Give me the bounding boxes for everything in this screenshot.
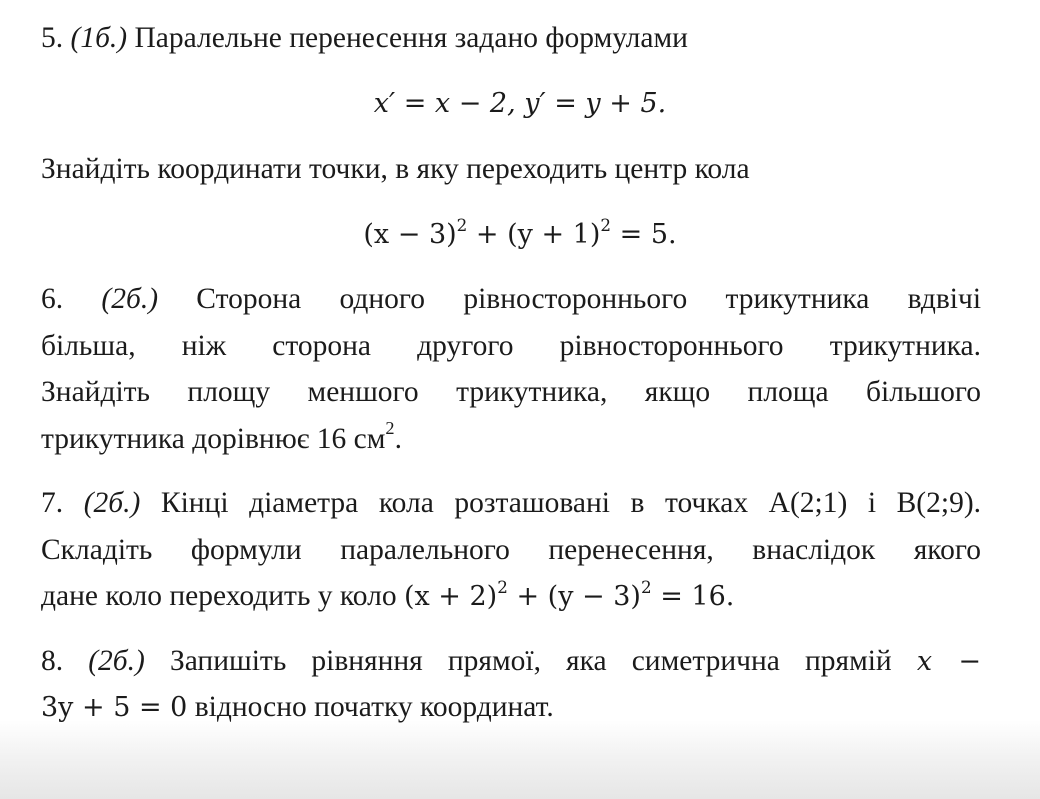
problem-8-line-1 — [41, 643, 981, 680]
problem-7-line-3 — [41, 578, 981, 615]
eq7-middle: + (y − 3) — [507, 581, 641, 612]
problem-6-text-4: трикутника дорівнює 16 см — [41, 423, 386, 455]
problem-8-number: 8. — [41, 645, 64, 677]
problem-8-text-1: Запишіть рівняння прямої, яка симетрична прямій — [169, 645, 892, 677]
problem-7-points: (2б.) — [83, 487, 141, 519]
problem-7-line-2: Складіть формули паралельного перенесення, внаслідок якого — [41, 534, 981, 566]
circle-eq-exp1: 2 — [456, 214, 468, 235]
problem-7-line-1 — [41, 485, 981, 521]
problem-5-points: (1б.) — [70, 22, 128, 54]
circle-eq-middle: + (y + 1) — [467, 219, 601, 250]
problem-5-circle-equation — [0, 214, 1040, 253]
circle-eq-exp2: 2 — [600, 214, 612, 235]
problem-6-line-3: Знайдіть площу меншого трикутника, якщо площа більшого — [41, 376, 981, 408]
problem-6-line-1 — [41, 281, 981, 317]
problem-7-text-3: дане коло переходить у коло — [41, 580, 397, 612]
circle-eq-right: = 5. — [611, 219, 677, 250]
problem-8-points: (2б.) — [88, 645, 145, 677]
problem-8-text-2: відносно початку координат. — [194, 691, 554, 723]
eq7-exp1: 2 — [497, 576, 508, 597]
problem-5-number: 5. — [41, 22, 64, 54]
problem-6-end: . — [394, 423, 402, 455]
eq7-exp2: 2 — [640, 576, 652, 597]
problem-6-points: (2б.) — [101, 283, 159, 315]
problem-5-statement — [41, 20, 981, 56]
problem-7-text-1: Кінці діаметра кола розташовані в точках A(2;1) і B(2;9). — [160, 487, 982, 519]
problem-6-line-2: більша, ніж сторона другого рівностороннього трикутника. — [41, 330, 981, 362]
eq7-right: = 16. — [651, 581, 735, 612]
problem-8-math-2: 3y + 5 = 0 — [41, 692, 188, 723]
problem-6-unit-exp: 2 — [385, 418, 395, 439]
problem-8-line-2 — [41, 689, 981, 726]
eq7-left: (x + 2) — [403, 581, 498, 612]
problem-5-formula: x′ = x − 2, y′ = y + 5. — [373, 88, 667, 119]
problem-5-text: Паралельне перенесення задано формулами — [134, 22, 688, 54]
problem-5-question: Знайдіть координати точки, в яку переходить центр кола — [41, 153, 750, 185]
problem-6-number: 6. — [41, 283, 64, 315]
problem-8-math-1: x − — [916, 646, 982, 677]
circle-eq-left: (x − 3) — [363, 219, 457, 250]
problem-7-equation — [403, 576, 735, 612]
problem-6-line-4 — [41, 418, 981, 457]
problem-7-number: 7. — [41, 487, 64, 519]
problem-6-text-1: Сторона одного рівностороннього трикутника вдвічі — [196, 283, 982, 315]
